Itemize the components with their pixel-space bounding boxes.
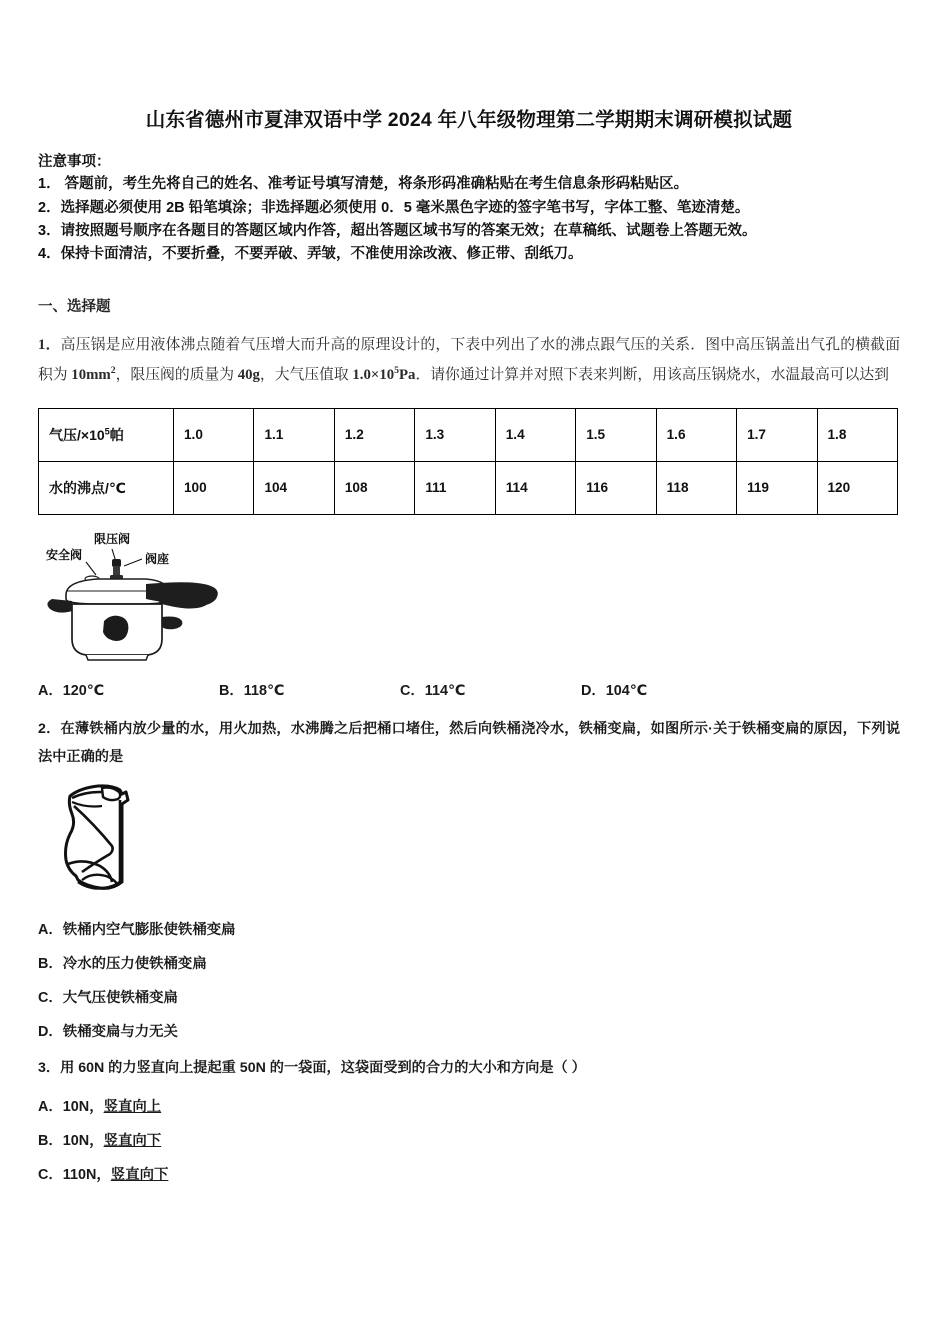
table-cell: 100	[174, 461, 254, 514]
question-3-option-c-magnitude: 110N，	[62, 1166, 111, 1183]
question-2-option-d-text: 铁桶变扁与力无关	[62, 1023, 178, 1040]
table-cell: 1.2	[334, 408, 414, 461]
table-cell: 104	[254, 461, 334, 514]
question-1-value-pressure-sup: 5	[394, 364, 399, 376]
question-3-option-c[interactable]	[38, 1163, 900, 1184]
question-2-option-a-label: A．	[38, 921, 63, 938]
question-3-options	[38, 1095, 900, 1184]
question-2-option-c-label: C．	[38, 989, 63, 1006]
pressure-limit-valve-shape	[112, 559, 121, 567]
boiling-point-table	[38, 408, 898, 515]
question-2-option-a-text: 铁桶内空气膨胀使铁桶变扁	[62, 921, 236, 938]
question-3-option-a[interactable]	[38, 1095, 900, 1116]
page-title: 山东省德州市夏津双语中学 2024 年八年级物理第二学期期末调研模拟试题	[145, 109, 793, 131]
crushed-can-illustration	[56, 780, 166, 900]
question-2-option-b-label: B．	[38, 955, 63, 972]
table-cell: 119	[737, 461, 817, 514]
question-3-option-b-direction: 竖直向下	[103, 1132, 162, 1149]
pressure-cooker-illustration	[42, 529, 262, 664]
question-1	[38, 331, 900, 391]
question-1-option-d[interactable]: D．104℃	[581, 682, 648, 699]
table-rowheader-pressure-prefix: 气压/×10	[49, 426, 105, 443]
table-row-pressure	[39, 408, 898, 461]
question-1-option-c[interactable]: C．114℃	[400, 682, 466, 699]
table-cell: 116	[576, 461, 656, 514]
question-3-option-b[interactable]	[38, 1129, 900, 1150]
cooker-left-handle-shape	[47, 599, 72, 613]
table-cell: 1.6	[656, 408, 736, 461]
table-cell: 120	[817, 461, 898, 514]
table-cell: 108	[334, 461, 414, 514]
label-pressure-limit-valve: 限压阀	[94, 531, 131, 546]
table-cell: 1.7	[737, 408, 817, 461]
question-1-option-b[interactable]: B．118℃	[219, 682, 285, 699]
table-row-boiling-point	[39, 461, 898, 514]
question-3-option-a-direction: 竖直向上	[103, 1098, 162, 1115]
table-rowheader-boiling-prefix: 水的沸点/℃	[49, 479, 126, 496]
table-rowheader-pressure-sup: 5	[104, 426, 110, 437]
section-heading-choice: 一、选择题	[38, 298, 111, 315]
question-3-option-c-direction: 竖直向下	[110, 1166, 169, 1183]
table-rowheader-pressure-suffix: 帕	[109, 426, 124, 443]
cooker-bottom-shape	[86, 655, 148, 660]
table-cell: 1.0	[174, 408, 254, 461]
crushed-can-figure	[56, 780, 900, 905]
question-2-option-c-text: 大气压使铁桶变扁	[62, 989, 178, 1006]
question-1-option-a[interactable]: A．120℃	[38, 682, 105, 699]
question-2	[38, 715, 900, 772]
notice-item-2: 2．选择题必须使用 2B 铅笔填涂；非选择题必须使用 0．5 毫米黑色字迹的签字笔书写，字体工整、笔迹清楚。	[38, 199, 750, 216]
cooker-body-smudge	[103, 615, 128, 640]
notice-item-1: 1． 答题前，考生先将自己的姓名、准考证号填写清楚，将条形码准确粘贴在考生信息条形码粘贴区。	[38, 176, 689, 193]
leader-line-valve-seat	[124, 559, 142, 566]
leader-line-safety-valve	[86, 562, 96, 575]
pressure-cooker-figure	[42, 529, 900, 669]
question-1-text-part1: 高压锅是应用液体沸点随着气压增大而升高的原理设计的，下表中列出了水的沸点跟气压的关系．图中高压锅盖出气孔的横截面积为	[38, 336, 900, 383]
question-2-option-d[interactable]	[38, 1020, 900, 1041]
question-3-option-b-magnitude: 10N，	[62, 1132, 104, 1149]
label-valve-seat: 阀座	[145, 551, 170, 566]
cooker-body-side-stub	[162, 616, 182, 629]
notice-heading: 注意事项：	[38, 154, 111, 170]
question-3-option-b-label: B．	[38, 1132, 63, 1149]
table-cell: 111	[415, 461, 495, 514]
question-2-option-d-label: D．	[38, 1023, 63, 1040]
question-1-text-part2: ，限压阀的质量为	[115, 366, 238, 383]
question-2-number: 2．	[38, 720, 61, 737]
question-1-number: 1．	[38, 336, 61, 353]
page-content	[38, 0, 900, 1184]
question-2-option-a[interactable]	[38, 918, 900, 939]
valve-stem-shape	[113, 566, 120, 576]
table-rowheader-boiling	[39, 461, 174, 514]
table-cell: 1.4	[495, 408, 575, 461]
question-3	[38, 1054, 900, 1082]
question-1-value-mass: 40g	[237, 366, 260, 383]
question-3-option-a-magnitude: 10N，	[62, 1098, 104, 1115]
notice-block	[38, 152, 900, 267]
question-3-number: 3．	[38, 1059, 61, 1076]
notice-item-3: 3．请按照题号顺序在各题目的答题区域内作答，超出答题区域书写的答案无效；在草稿纸、试题卷上答题无效。	[38, 222, 757, 239]
question-1-value-pressure-unit: Pa	[399, 366, 416, 383]
table-rowheader-pressure	[39, 408, 174, 461]
can-outline	[66, 785, 129, 888]
table-cell: 118	[656, 461, 736, 514]
question-1-value-area-sup: 2	[110, 364, 116, 376]
table-cell: 1.5	[576, 408, 656, 461]
question-3-text: 用 60N 的力竖直向上提起重 50N 的一袋面，这袋面受到的合力的大小和方向是（ ）	[60, 1059, 586, 1076]
question-2-options	[38, 918, 900, 1041]
question-2-option-c[interactable]	[38, 986, 900, 1007]
question-1-value-area: 10mm	[71, 366, 111, 383]
table-cell: 114	[495, 461, 575, 514]
question-2-option-b-text: 冷水的压力使铁桶变扁	[62, 955, 207, 972]
question-3-option-c-label: C．	[38, 1166, 63, 1183]
question-1-value-pressure: 1.0×10	[352, 366, 395, 383]
notice-item-4: 4．保持卡面清洁，不要折叠，不要弄破、弄皱，不准使用涂改液、修正带、刮纸刀。	[38, 246, 583, 263]
table-cell: 1.3	[415, 408, 495, 461]
table-cell: 1.8	[817, 408, 898, 461]
question-1-options	[38, 679, 900, 700]
question-1-text-part3: ，大气压值取	[259, 366, 353, 383]
question-2-text: 在薄铁桶内放少量的水，用火加热，水沸腾之后把桶口堵住，然后向铁桶浇冷水，铁桶变扁，如图所示·关于铁桶变扁的原因，下列说法中正确的是	[38, 720, 901, 766]
label-safety-valve: 安全阀	[46, 547, 83, 562]
question-3-option-a-label: A．	[38, 1098, 63, 1115]
question-1-text-part4: ．请你通过计算并对照下表来判断，用该高压锅烧水，水温最高可以达到	[415, 366, 889, 383]
question-2-option-b[interactable]	[38, 952, 900, 973]
table-cell: 1.1	[254, 408, 334, 461]
